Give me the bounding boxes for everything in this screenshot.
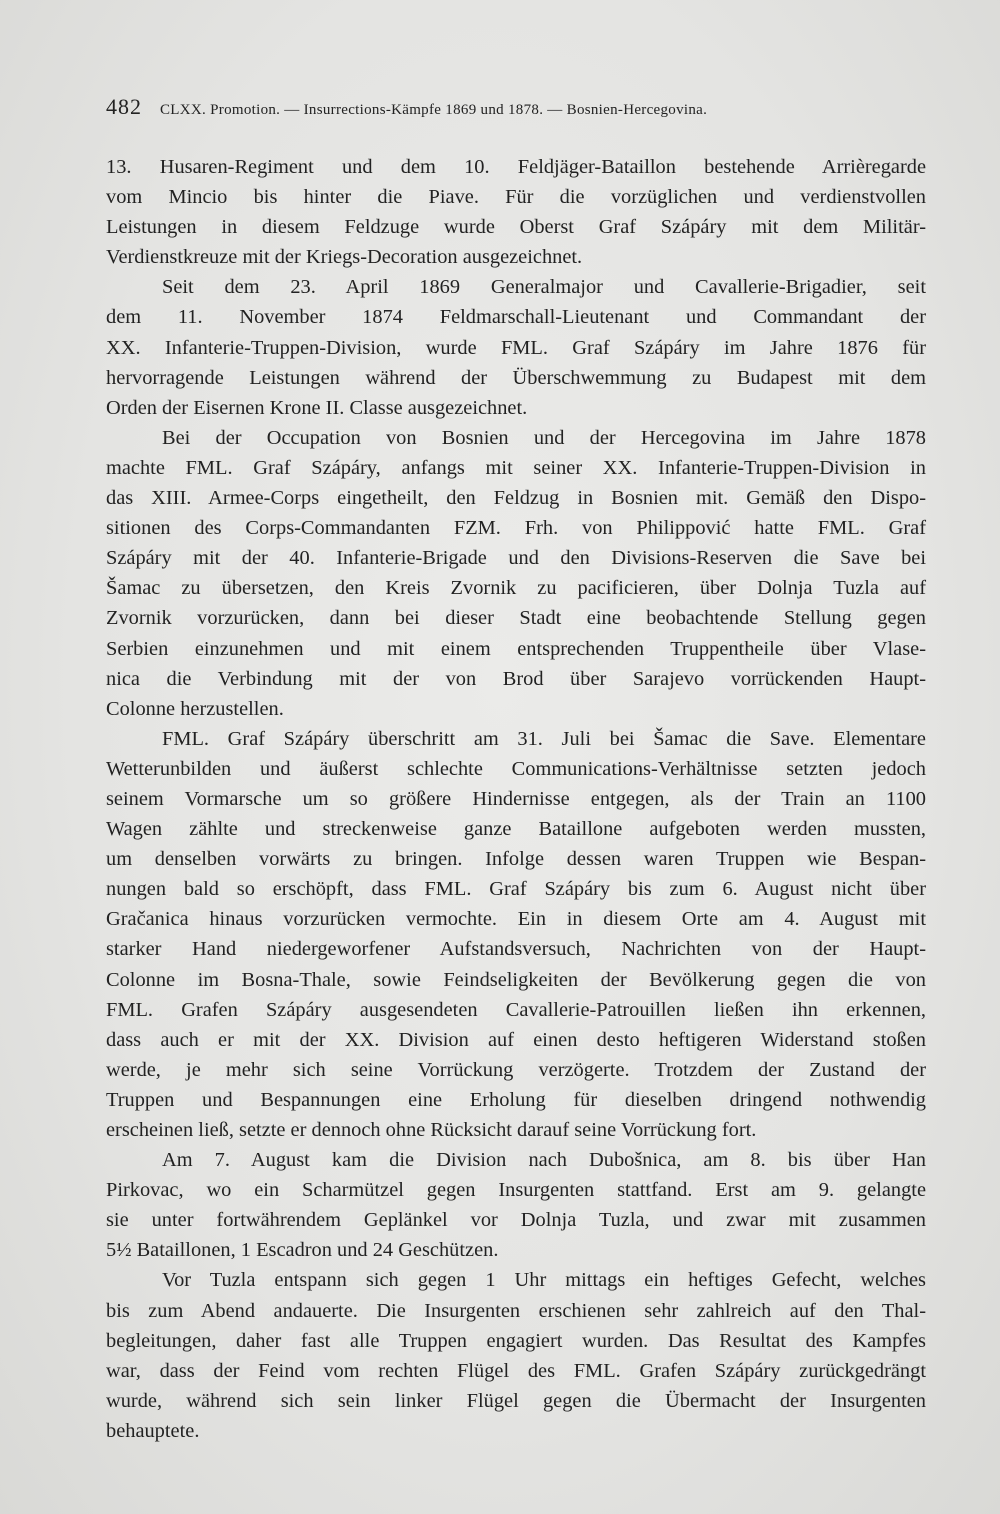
- text-line: wurde, während sich sein linker Flügel gegen die Übermacht der Insurgenten: [106, 1389, 926, 1412]
- page-header: [106, 94, 866, 120]
- text-line: behauptete.: [106, 1419, 200, 1442]
- text-line: seinem Vormarsche um so größere Hindernisse entgegen, als der Train an 1100: [106, 787, 926, 810]
- text-line: Colonne herzustellen.: [106, 697, 284, 720]
- text-line: Pirkovac, wo ein Scharmützel gegen Insurgenten stattfand. Erst am 9. gelangte: [106, 1179, 926, 1202]
- text-line: Szápáry mit der 40. Infanterie-Brigade und den Divisions-Reserven die Save bei: [106, 547, 926, 570]
- body-text: [106, 152, 926, 1446]
- text-line: sie unter fortwährendem Geplänkel vor Dolnja Tuzla, und zwar mit zusammen: [106, 1209, 926, 1232]
- text-line: Bei der Occupation von Bosnien und der Hercegovina im Jahre 1878: [162, 426, 926, 449]
- paragraph: [106, 152, 926, 272]
- text-line: nica die Verbindung mit der von Brod über Sarajevo vorrückenden Haupt-: [106, 667, 926, 690]
- text-line: erscheinen ließ, setzte er dennoch ohne Rücksicht darauf seine Vorrückung fort.: [106, 1119, 757, 1141]
- text-line: Zvornik vorzurücken, dann bei dieser Stadt eine beobachtende Stellung gegen: [106, 607, 926, 630]
- text-line: Wagen zählte und streckenweise ganze Bataillone aufgeboten werden mussten,: [106, 818, 926, 841]
- text-line: begleitungen, daher fast alle Truppen engagiert wurden. Das Resultat des Kampfes: [106, 1329, 926, 1352]
- text-line: um denselben vorwärts zu bringen. Infolge dessen waren Truppen wie Bespan-: [106, 848, 926, 871]
- paragraph: [106, 272, 926, 422]
- text-line: sitionen des Corps-Commandanten FZM. Frh. von Philippović hatte FML. Graf: [106, 517, 926, 540]
- text-line: XX. Infanterie-Truppen-Division, wurde FML. Graf Szápáry im Jahre 1876 für: [106, 336, 926, 359]
- text-line: Šamac zu übersetzen, den Kreis Zvornik zu pacificieren, über Dolnja Tuzla auf: [106, 577, 926, 600]
- text-line: Vor Tuzla entspann sich gegen 1 Uhr mittags ein heftiges Gefecht, welches: [162, 1269, 926, 1292]
- text-line: starker Hand niedergeworfener Aufstandsversuch, Nachrichten von der Haupt-: [106, 938, 926, 961]
- running-head: CLXX. Promotion. — Insurrections-Kämpfe 1869 und 1878. — Bosnien-Hercegovina.: [160, 102, 708, 118]
- text-line: nungen bald so erschöpft, dass FML. Graf Szápáry bis zum 6. August nicht über: [106, 878, 926, 901]
- text-line: bis zum Abend andauerte. Die Insurgenten erschienen sehr zahlreich auf den Thal-: [106, 1299, 926, 1322]
- text-line: FML. Graf Szápáry überschritt am 31. Juli bei Šamac die Save. Elementare: [162, 727, 926, 750]
- paragraph: [106, 1145, 926, 1265]
- text-line: Serbien einzunehmen und mit einem entsprechenden Truppentheile über Vlase-: [106, 637, 926, 660]
- text-line: das XIII. Armee-Corps eingetheilt, den Feldzug in Bosnien mit. Gemäß den Dispo-: [106, 487, 926, 510]
- paragraph: [106, 1265, 926, 1446]
- text-line: dem 11. November 1874 Feldmarschall-Lieutenant und Commandant der: [106, 306, 926, 329]
- text-line: dass auch er mit der XX. Division auf einen desto heftigeren Widerstand stoßen: [106, 1028, 926, 1051]
- text-line: Wetterunbilden und äußerst schlechte Communications-Verhältnisse setzten jedoch: [106, 757, 926, 780]
- text-line: 13. Husaren-Regiment und dem 10. Feldjäger-Bataillon bestehende Arrièregarde: [106, 156, 926, 178]
- text-line: Am 7. August kam die Division nach Dubošnica, am 8. bis über Han: [162, 1149, 926, 1172]
- page-number: 482: [106, 94, 142, 119]
- text-line: Verdienstkreuze mit der Kriegs-Decoration ausgezeichnet.: [106, 246, 583, 269]
- text-line: Gračanica hinaus vorzurücken vermochte. Ein in diesem Orte am 4. August mit: [106, 908, 926, 931]
- text-line: machte FML. Graf Szápáry, anfangs mit seiner XX. Infanterie-Truppen-Division in: [106, 456, 926, 479]
- text-line: Orden der Eisernen Krone II. Classe ausgezeichnet.: [106, 396, 528, 419]
- text-line: FML. Grafen Szápáry ausgesendeten Cavallerie-Patrouillen ließen ihn erkennen,: [106, 998, 926, 1021]
- text-line: Colonne im Bosna-Thale, sowie Feindseligkeiten der Bevölkerung gegen die von: [106, 968, 926, 991]
- text-line: vom Mincio bis hinter die Piave. Für die vorzüglichen und verdienstvollen: [106, 186, 926, 209]
- paragraph: [106, 423, 926, 724]
- text-line: werde, je mehr sich seine Vorrückung verzögerte. Trotzdem der Zustand der: [106, 1058, 926, 1081]
- text-line: Truppen und Bespannungen eine Erholung für dieselben dringend nothwendig: [106, 1088, 926, 1111]
- text-line: war, dass der Feind vom rechten Flügel des FML. Grafen Szápáry zurückgedrängt: [106, 1359, 926, 1382]
- text-line: Seit dem 23. April 1869 Generalmajor und Cavallerie-Brigadier, seit: [162, 276, 926, 299]
- text-line: 5½ Bataillonen, 1 Escadron und 24 Geschützen.: [106, 1239, 499, 1262]
- text-line: Leistungen in diesem Feldzuge wurde Oberst Graf Szápáry mit dem Militär-: [106, 216, 926, 239]
- text-line: hervorragende Leistungen während der Überschwemmung zu Budapest mit dem: [106, 366, 926, 389]
- paragraph: [106, 724, 926, 1145]
